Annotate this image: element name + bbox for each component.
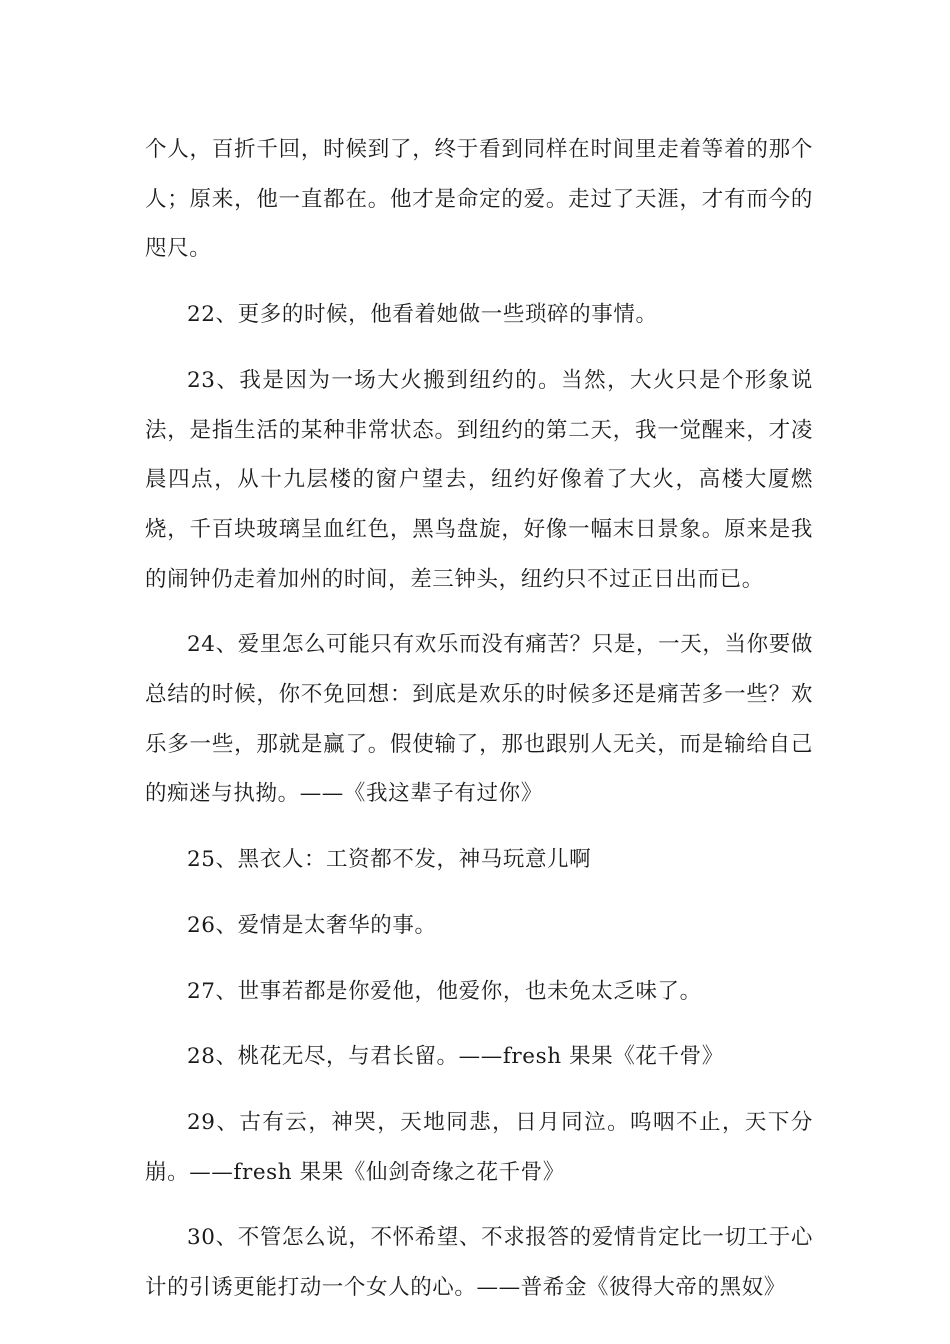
- paragraph-30: 30、不管怎么说，不怀希望、不求报答的爱情肯定比一切工于心计的引诱更能打动一个女人的心。——普希金《彼得大帝的黑奴》: [145, 1225, 813, 1301]
- paragraph-22: 22、更多的时候，他看着她做一些琐碎的事情。: [187, 302, 658, 328]
- document-body: [145, 125, 813, 1329]
- paragraph-24: 24、爱里怎么可能只有欢乐而没有痛苦？只是，一天，当你要做总结的时候，你不免回想：到底是欢乐的时候多还是痛苦多一些？欢乐多一些，那就是赢了。假使输了，那也跟别人无关，而是输给自己的痴迷与执拗。——《我这辈子有过你》: [145, 632, 813, 807]
- paragraph-27: 27、世事若都是你爱他，他爱你，也未免太乏味了。: [187, 978, 702, 1004]
- paragraph-continuation: 个人，百折千回，时候到了，终于看到同样在时间里走着等着的那个人；原来，他一直都在。他才是命定的爱。走过了天涯，才有而今的咫尺。: [145, 137, 813, 262]
- paragraph-25: 25、黑衣人：工资都不发，神马玩意儿啊: [187, 847, 592, 873]
- paragraph-23: 23、我是因为一场大火搬到纽约的。当然，大火只是个形象说法，是指生活的某种非常状态。到纽约的第二天，我一觉醒来，才凌晨四点，从十九层楼的窗户望去，纽约好像着了大火，高楼大厦燃烧，千百块玻璃呈血红色，黑鸟盘旋，好像一幅末日景象。原来是我的闹钟仍走着加州的时间，差三钟头，纽约只不过正日出而已。: [145, 367, 813, 592]
- paragraph-29: 29、古有云，神哭，天地同悲，日月同泣。呜咽不止，天下分崩。——fresh 果果《仙剑奇缘之花千骨》: [145, 1109, 813, 1185]
- paragraph-28: 28、桃花无尽，与君长留。——fresh 果果《花千骨》: [187, 1044, 724, 1070]
- paragraph-26: 26、爱情是太奢华的事。: [187, 912, 437, 938]
